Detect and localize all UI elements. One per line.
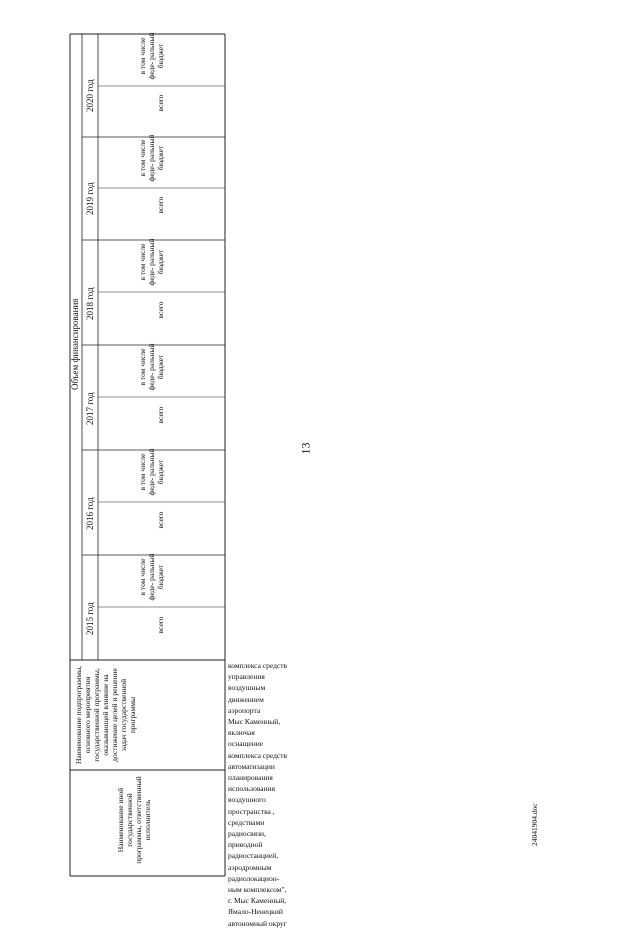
cell-federal-2018: в том числе феде- ральный бюджет [138,238,165,286]
cell-federal-2015: в том числе феде- ральный бюджет [138,553,165,601]
cell-federal-2017: в том числе феде- ральный бюджет [138,343,165,391]
header-executor: Наименование иной государственной программы, ответственный исполнитель [116,776,152,864]
year-2019: 2019 год [85,182,95,215]
year-2017: 2017 год [85,392,95,425]
document-code: 24041904.doc [530,803,539,846]
header-volume-title: Объем финансирования [70,298,80,390]
year-2015: 2015 год [85,602,95,635]
cell-federal-2019: в том числе феде- ральный бюджет [138,134,165,182]
page-number: 13 [298,442,313,455]
cell-total-2019: всего [156,196,165,214]
rotated-financing-table [70,0,220,900]
cell-total-2017: всего [156,406,165,424]
header-measure: Наименование подпрограммы, основного мероприятия государственной программы, оказывающей влияние на достижение целей и решение задач государственной программы [74,665,137,765]
year-2018: 2018 год [85,287,95,320]
year-2016: 2016 год [85,497,95,530]
cell-total-2015: всего [156,616,165,634]
cell-federal-2020: в том числе феде- ральный бюджет [138,32,165,80]
cell-total-2016: всего [156,511,165,529]
cell-total-2020: всего [156,94,165,112]
cell-total-2018: всего [156,301,165,319]
measure-description-text: комплекса средств управления воздушным движением аэропорта Мыс Каменный, включая оснащение комплекса средств автоматизации планирования использования воздушного пространства , средствами радиосвязи, приводной радиостанцией, аэродромным радиолокацион- ным комплексом", г. Мыс Каменный, Ямало-Ненецкий автономный округ [228,661,288,928]
year-2020: 2020 год [85,79,95,112]
cell-federal-2016: в том числе феде- ральный бюджет [138,448,165,496]
